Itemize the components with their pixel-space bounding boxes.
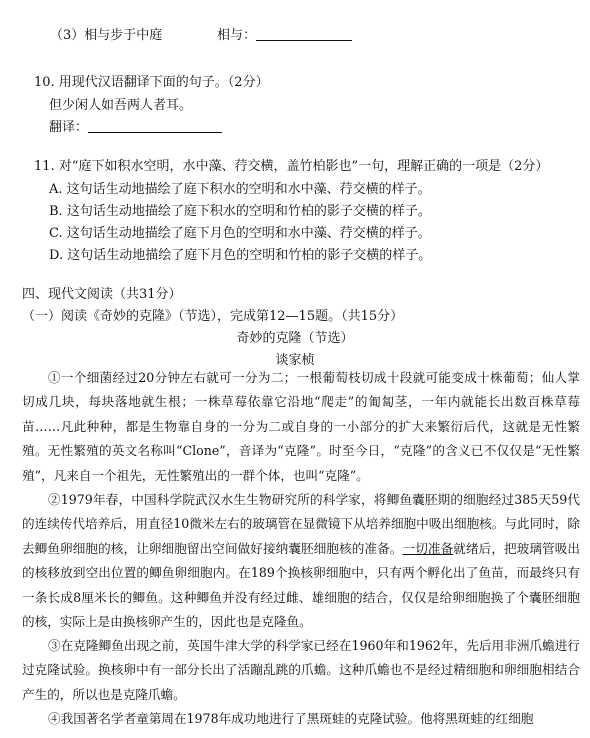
q9-answer-blank[interactable] xyxy=(256,26,352,41)
article-paragraph-1: ①一个细菌经过20分钟左右就可一分为二；一根葡萄枝切成十段就可能变成十株葡萄；仙人掌切成几块，每块落地就生根；一株草莓依靠它沿地“爬走”的匍匐茎，一年内就能长出数百株草莓苗……凡此种种，都是生物靠自身的一分为二或自身的一小部分的扩大来繁衍后代，这就是无性繁殖。无性繁殖的英文名称叫“Clone”，音译为“克隆”。时至今日，“克隆”的含义已不仅仅是“无性繁殖”，凡来自一个祖先，无性繁殖出的一群个体，也叫“克隆”。 xyxy=(22,370,580,483)
article-paragraph-2 xyxy=(22,488,580,634)
q10-sentence: 但少闲人如吾两人者耳。 xyxy=(49,98,193,113)
q9-answer xyxy=(217,24,352,43)
q10-answer xyxy=(49,116,222,135)
q9-answer-label: 相与： xyxy=(217,28,257,43)
q11-option-b[interactable]: B. 这句话生动地描绘了庭下积水的空明和竹柏的影子交横的样子。 xyxy=(49,204,431,219)
article-paragraph-4: ④我国著名学者童第周在1978年成功地进行了黑斑蛙的克隆试验。他将黑斑蛙的红细胞 xyxy=(48,711,534,726)
article-title: 奇妙的克隆（节选） xyxy=(236,331,354,346)
q11-option-a[interactable]: A. 这句话生动地描绘了庭下积水的空明和水中藻、荇交横的样子。 xyxy=(49,182,431,197)
p2-after: 就绪后，把玻璃管吸出的核移放到空出位置的鲫鱼卵细胞内。在189个换核卵细胞中，只有两个孵化出了鱼苗，而最终只有一条长成8厘米长的鲫鱼。这种鲫鱼并没有经过雌、雄细胞的结合，仅仅是给卵细胞换了个囊胚细胞的核，实际上是由换核卵产生的，因此也是克隆鱼。 xyxy=(22,540,581,630)
q10-prompt: 10. 用现代汉语翻译下面的句子。（2分） xyxy=(34,75,269,90)
section4-sub-heading: （一）阅读《奇妙的克隆》（节选），完成第12—15题。（共15分） xyxy=(22,309,404,324)
article-paragraph-3: ③在克隆鲫鱼出现之前，英国牛津大学的科学家已经在1960年和1962年，先后用非洲爪蟾进行过克隆试验。换核卵中有一部分长出了活蹦乱跳的爪蟾。这种爪蟾也不是经过精细胞和卵细胞相结合产生的，所以也是克隆爪蟾。 xyxy=(22,638,580,702)
q10-answer-blank[interactable] xyxy=(88,118,222,133)
p2-before: ②1979年春，中国科学院武汉水生生物研究所的科学家，将鲫鱼囊胚期的细胞经过385天59代的连续传代培养后，用直径10微米左右的玻璃管在显微镜下从培养细胞中吸出细胞核。与此同时，除去鲫鱼卵细胞的核，让卵细胞留出空间做好接纳囊胚细胞核的准备。 xyxy=(22,492,580,556)
p2-underlined-phrase: 一切准备 xyxy=(402,540,454,556)
q9-item3 xyxy=(50,24,162,43)
q11-prompt: 11. 对“庭下如积水空明，水中藻、荇交横，盖竹柏影也”一句，理解正确的一项是（2分） xyxy=(34,159,549,174)
q11-option-c[interactable]: C. 这句话生动地描绘了庭下月色的空明和水中藻、荇交横的样子。 xyxy=(49,226,431,241)
q9-item3-text: （3）相与步于中庭 xyxy=(50,28,163,43)
q11-option-d[interactable]: D. 这句话生动地描绘了庭下月色的空明和竹柏的影子交横的样子。 xyxy=(49,248,432,263)
q10-answer-label: 翻译： xyxy=(49,120,89,135)
section4-heading: 四、现代文阅读（共31分） xyxy=(22,287,182,302)
article-author: 谈家桢 xyxy=(275,353,315,368)
